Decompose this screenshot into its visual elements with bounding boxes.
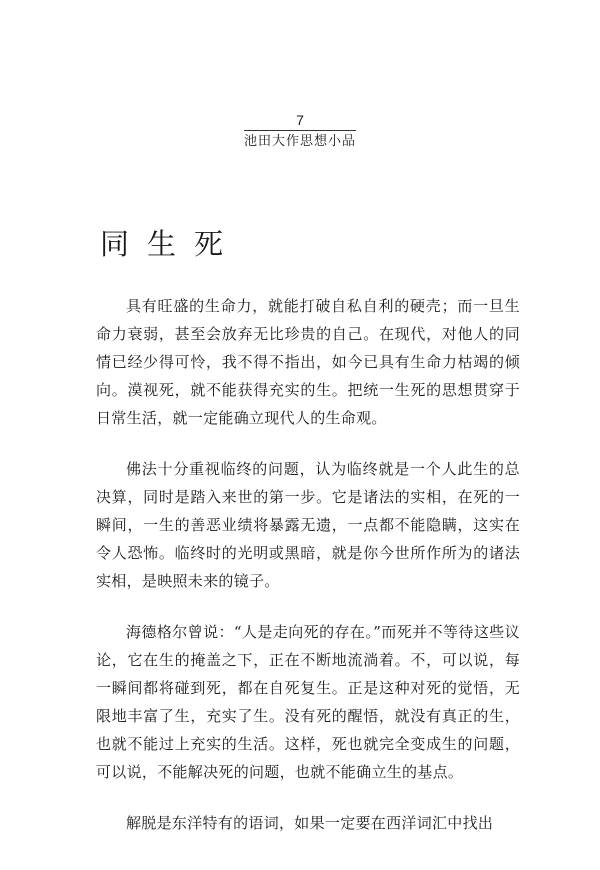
chapter-title: 同生死 — [100, 227, 242, 261]
page-number: 7 — [296, 112, 304, 128]
body-text — [96, 292, 520, 860]
running-head — [0, 112, 600, 150]
series-title: 池田大作思想小品 — [244, 130, 356, 150]
paragraph: 具有旺盛的生命力，就能打破自私自利的硬壳；而一旦生命力衰弱，甚至会放弃无比珍贵的自己。在现代，对他人的同情已经少得可怜，我不得不指出，如今已具有生命力枯竭的倾向。漠视死，就不能获得充实的生。把统一生死的思想贯穿于日常生活，就一定能确立现代人的生命观。 — [96, 297, 520, 427]
paragraph: 海德格尔曾说：“人是走向死的存在。”而死并不等待这些议论，它在生的掩盖之下，正在不断地流淌着。不，可以说，每一瞬间都将碰到死，都在自死复生。正是这种对死的觉悟，无限地丰富了生，充实了生。没有死的醒悟，就没有真正的生，也就不能过上充实的生活。这样，死也就完全变成生的问题，可以说，不能解决死的问题，也就不能确立生的基点。 — [96, 623, 520, 781]
paragraph: 解脱是东洋特有的语词，如果一定要在西洋词汇中找出 — [126, 814, 494, 832]
paragraph: 佛法十分重视临终的问题，认为临终就是一个人此生的总决算，同时是踏入来世的第一步。它是诸法的实相，在死的一瞬间，一生的善恶业绩将暴露无遗，一点都不能隐瞒，这实在令人恐怖。临终时的光明或黑暗，就是你今世所作所为的诸法实相，是映照未来的镜子。 — [96, 460, 520, 590]
